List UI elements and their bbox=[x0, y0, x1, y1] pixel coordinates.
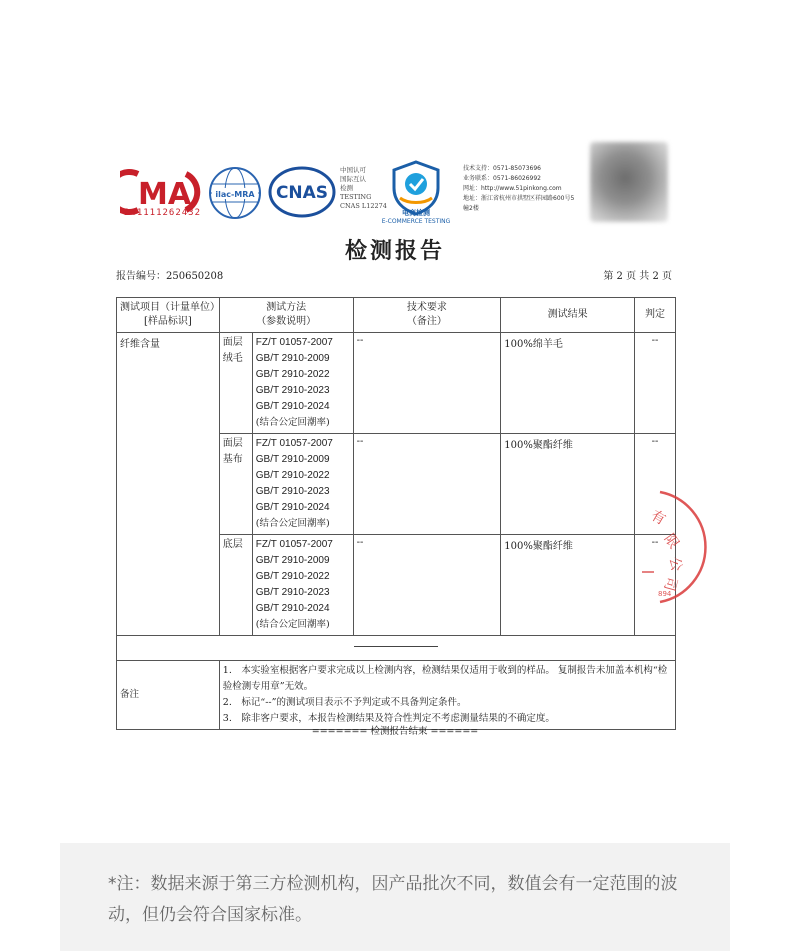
svg-text:有: 有 bbox=[648, 507, 669, 529]
header-requirement: 技术要求 （备注） bbox=[353, 298, 501, 333]
report-end-marker: ======= 检测报告结束 ====== bbox=[311, 726, 479, 737]
svg-text:MA: MA bbox=[138, 177, 192, 212]
remark-item: 2. 标记“--”的测试项目表示不予判定或不具备判定条件。 bbox=[222, 697, 467, 708]
layer-label: 面层 绒毛 bbox=[219, 333, 252, 434]
certification-logos bbox=[118, 150, 678, 230]
remarks-content bbox=[219, 661, 675, 730]
svg-text:限: 限 bbox=[660, 531, 682, 552]
page-info: 第 2 页 共 2 页 bbox=[603, 271, 672, 282]
remarks-label: 备注 bbox=[117, 661, 220, 730]
cma-code: 241111262432 bbox=[124, 208, 202, 218]
requirement-cell: -- bbox=[353, 333, 501, 434]
remarks-row bbox=[117, 661, 676, 730]
method-standards: FZ/T 01057-2007 GB/T 2910-2009 GB/T 2910-2022 GB/T 2910-2023 GB/T 2910-2024 (结合公定回潮率) bbox=[252, 434, 353, 535]
report-number: 报告编号：250650208 bbox=[116, 271, 224, 282]
judgment-cell: -- bbox=[635, 535, 676, 636]
result-cell: 100%绵羊毛 bbox=[501, 333, 635, 434]
requirement-cell: -- bbox=[353, 535, 501, 636]
svg-text:司: 司 bbox=[660, 574, 680, 593]
separator-line bbox=[354, 646, 438, 647]
method-standards: FZ/T 01057-2007 GB/T 2910-2009 GB/T 2910-2022 GB/T 2910-2023 GB/T 2910-2024 (结合公定回潮率) bbox=[252, 333, 353, 434]
result-cell: 100%聚酯纤维 bbox=[501, 535, 635, 636]
header-item: 测试项目（计量单位） [样品标识] bbox=[117, 298, 220, 333]
ilac-label: ilac-MRA bbox=[215, 190, 255, 199]
report-title: 检测报告 bbox=[344, 238, 445, 264]
contact-info: 技术支持：0571-85073696 业务联系：0571-86026992 网址：http://www.51pinkong.com 地址：浙江省杭州市拱墅区祥园路600号5 幢2楼 bbox=[463, 165, 575, 212]
judgment-cell: -- bbox=[635, 434, 676, 535]
remark-item: 3. 除非客户要求，本报告检测结果及符合性判定不考虑测量结果的不确定度。 bbox=[222, 713, 555, 724]
cnas-logo-icon bbox=[268, 166, 336, 218]
results-table bbox=[116, 297, 676, 730]
footer-note: *注：数据来源于第三方检测机构，因产品批次不同，数值会有一定范围的波动，但仍会符合国家标准。 bbox=[108, 874, 678, 925]
svg-text:公: 公 bbox=[666, 555, 685, 573]
header-method: 测试方法 （参数说明） bbox=[219, 298, 353, 333]
table-row bbox=[117, 333, 676, 434]
header-result: 测试结果 bbox=[501, 298, 635, 333]
method-standards: FZ/T 01057-2007 GB/T 2910-2009 GB/T 2910-2022 GB/T 2910-2023 GB/T 2910-2024 (结合公定回潮率) bbox=[252, 535, 353, 636]
separator-row bbox=[117, 636, 676, 661]
layer-label: 底层 bbox=[219, 535, 252, 636]
cnas-info: 中国认可 国际互认 检测 TESTING CNAS L12274 bbox=[340, 166, 387, 210]
svg-text:894: 894 bbox=[658, 590, 672, 598]
judgment-cell: -- bbox=[635, 333, 676, 434]
layer-label: 面层 基布 bbox=[219, 434, 252, 535]
item-name: 纤维含量 bbox=[117, 333, 220, 636]
header-judgment: 判定 bbox=[635, 298, 676, 333]
footer-note-panel bbox=[60, 843, 730, 951]
result-cell: 100%聚酯纤维 bbox=[501, 434, 635, 535]
table-header-row bbox=[117, 298, 676, 333]
requirement-cell: -- bbox=[353, 434, 501, 535]
remark-item: 1. 本实验室根据客户要求完成以上检测内容，检测结果仅适用于收到的样品。 复制报告未加盖本机构“检验检测专用章”无效。 bbox=[222, 665, 668, 692]
blurred-qr-code bbox=[590, 142, 668, 222]
ilac-mra-logo-icon bbox=[208, 166, 262, 220]
cnas-label: CNAS bbox=[275, 183, 329, 203]
ecommerce-caption: 电商检测 E-COMMERCE TESTING bbox=[381, 209, 451, 225]
